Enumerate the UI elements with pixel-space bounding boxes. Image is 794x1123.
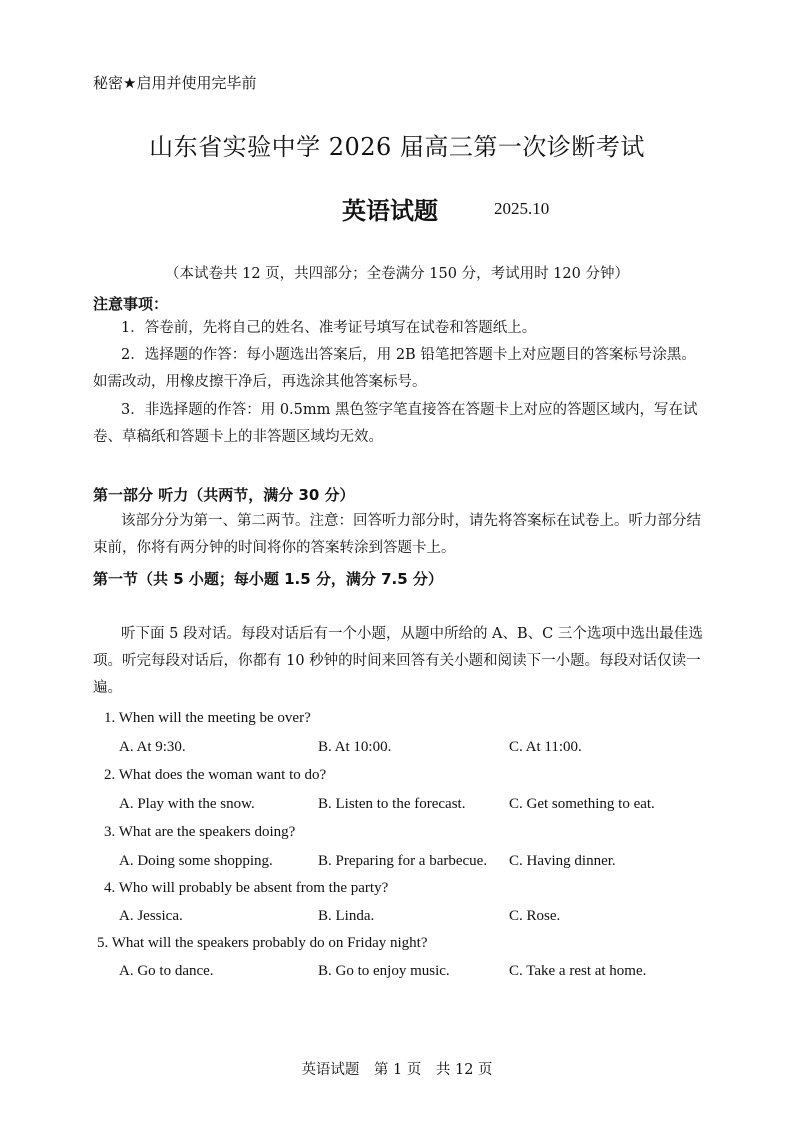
question-2: 2. What does the woman want to do? <box>104 767 327 783</box>
question-1: 1. When will the meeting be over? <box>104 710 311 726</box>
question-4-option-b: B. Linda. <box>318 908 375 924</box>
question-1-option-b: B. At 10:00. <box>318 739 392 755</box>
confidential-label: 秘密★启用并使用完毕前 <box>93 74 257 92</box>
page-footer: 英语试题 第 1 页 共 12 页 <box>301 1062 493 1078</box>
exam-title: 山东省实验中学 2026 届高三第一次诊断考试 <box>149 133 645 161</box>
part1-heading: 第一部分 听力（共两节，满分 30 分） <box>93 486 355 504</box>
question-1-option-a: A. At 9:30. <box>119 739 186 755</box>
question-3-option-b: B. Preparing for a barbecue. <box>318 853 488 869</box>
question-3: 3. What are the speakers doing? <box>104 824 296 840</box>
question-4: 4. Who will probably be absent from the party? <box>104 880 389 896</box>
question-5-option-a: A. Go to dance. <box>119 963 214 979</box>
question-3-option-c: C. Having dinner. <box>509 853 616 869</box>
exam-date: 2025.10 <box>494 199 550 218</box>
notice-item-2: 2．选择题的作答：每小题选出答案后，用 2B 铅笔把答题卡上对应题目的答案标号涂黑。如需改动，用橡皮擦干净后，再选涂其他答案标号。 <box>93 347 696 390</box>
question-5-option-b: B. Go to enjoy music. <box>318 963 450 979</box>
question-4-option-c: C. Rose. <box>509 908 561 924</box>
question-2-option-a: A. Play with the snow. <box>119 796 255 812</box>
exam-info: （本试卷共 12 页，共四部分；全卷满分 150 分，考试用时 120 分钟） <box>165 266 629 282</box>
notice-heading: 注意事项： <box>93 295 169 313</box>
section1-intro: 听下面 5 段对话。每段对话后有一个小题，从题中所给的 A、B、C 三个选项中选出最佳选项。听完每段对话后，你都有 10 秒钟的时间来回答有关小题和阅读下一小题。每段对话仅读一遍。 <box>93 626 703 696</box>
section1-heading: 第一节（共 5 小题；每小题 1.5 分，满分 7.5 分） <box>93 570 443 588</box>
question-5: 5. What will the speakers probably do on Friday night? <box>97 935 428 951</box>
subject-title: 英语试题 <box>342 197 438 225</box>
question-5-option-c: C. Take a rest at home. <box>509 963 647 979</box>
notice-item-3: 3．非选择题的作答：用 0.5mm 黑色签字笔直接答在答题卡上对应的答题区域内，写在试卷、草稿纸和答题卡上的非答题区域均无效。 <box>93 402 698 445</box>
question-2-option-b: B. Listen to the forecast. <box>318 796 466 812</box>
part1-intro: 该部分分为第一、第二两节。注意：回答听力部分时，请先将答案标在试卷上。听力部分结束前，你将有两分钟的时间将你的答案转涂到答题卡上。 <box>93 513 701 556</box>
question-4-option-a: A. Jessica. <box>119 908 183 924</box>
notice-item-1: 1．答卷前，先将自己的姓名、准考证号填写在试卷和答题纸上。 <box>121 320 537 336</box>
question-1-option-c: C. At 11:00. <box>509 739 582 755</box>
question-3-option-a: A. Doing some shopping. <box>119 853 273 869</box>
question-2-option-c: C. Get something to eat. <box>509 796 655 812</box>
